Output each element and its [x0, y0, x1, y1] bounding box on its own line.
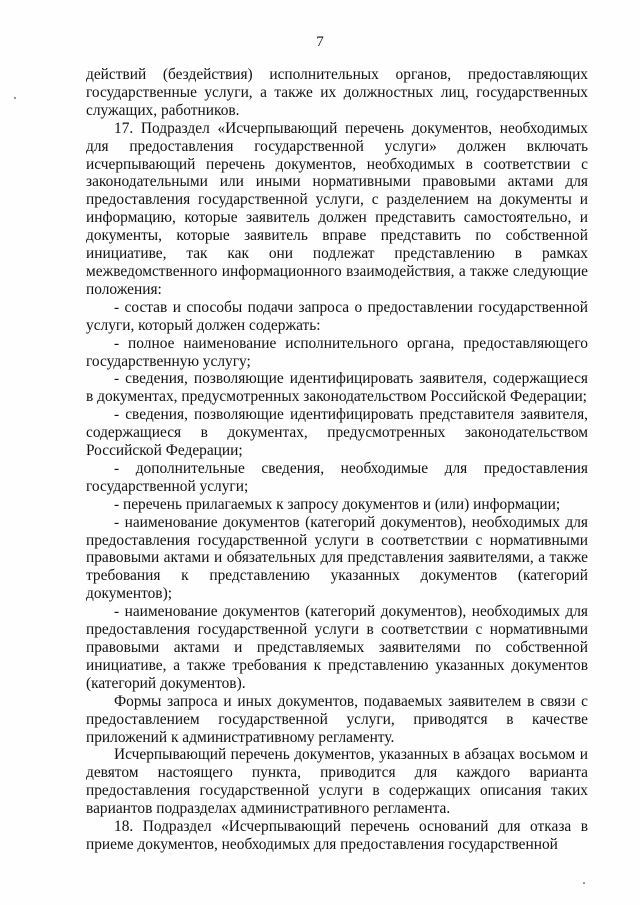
list-item-optional-documents: - наименование документов (категорий документов), необходимых для предоставления государственной услуги в соответствии с нормативными правовыми актами и представляемых заявителями по собственной инициативе, а также требования к представлению указанных документов (категорий документов).	[86, 603, 588, 692]
list-item-mandatory-documents: - наименование документов (категорий документов), необходимых для предоставления государственной услуги в соответствии с нормативными правовыми актами и обязательных для представления заявителями, а также требования к представлению указанных документов (категорий документов);	[86, 513, 588, 603]
paragraph-exhaustive-list: Исчерпывающий перечень документов, указанных в абзацах восьмом и девятом настоящего пункта, приводится для каждого варианта предоставления государственной услуги в содержащих описания таких вариантов подразделах административного регламента.	[86, 746, 588, 818]
scan-speck	[583, 882, 585, 884]
scan-speck	[14, 97, 16, 99]
paragraph-forms: Формы запроса и иных документов, подаваемых заявителем в связи с предоставлением государственной услуги, приводятся в качестве приложений к административному регламенту.	[86, 692, 588, 746]
list-item-request-composition: - состав и способы подачи запроса о предоставлении государственной услуги, который должен содержать:	[86, 298, 588, 334]
document-body	[86, 66, 588, 854]
list-item-representative-info: - сведения, позволяющие идентифицировать представителя заявителя, содержащиеся в документах, предусмотренных законодательством Российской Федерации;	[86, 406, 588, 460]
page-number: 7	[316, 34, 324, 50]
paragraph-item-17: 17. Подраздел «Исчерпывающий перечень документов, необходимых для предоставления государственной услуги» должен включать исчерпывающий перечень документов, необходимых в соответствии с законодательными или иными нормативными правовыми актами для предоставления государственной услуги, с разделением на документы и информацию, которые заявитель должен представить самостоятельно, и документы, которые заявитель вправе представить по собственной инициативе, так как они подлежат представлению в рамках межведомственного информационного взаимодействия, а также следующие положения:	[86, 119, 588, 298]
paragraph-continuation: действий (бездействия) исполнительных органов, предоставляющих государственные услуги, а также их должностных лиц, государственных служащих, работников.	[86, 66, 588, 119]
list-item-additional-info: - дополнительные сведения, необходимые для предоставления государственной услуги;	[86, 459, 588, 495]
list-item-attached-documents: - перечень прилагаемых к запросу документов и (или) информации;	[114, 495, 561, 513]
paragraph-item-18: 18. Подраздел «Исчерпывающий перечень оснований для отказа в приеме документов, необходимых для предоставления государственной	[86, 818, 588, 853]
list-item-applicant-info: - сведения, позволяющие идентифицировать заявителя, содержащиеся в документах, предусмотренных законодательством Российской Федерации;	[86, 370, 588, 406]
list-item-organ-name: - полное наименование исполнительного органа, предоставляющего государственную услугу;	[86, 334, 588, 370]
